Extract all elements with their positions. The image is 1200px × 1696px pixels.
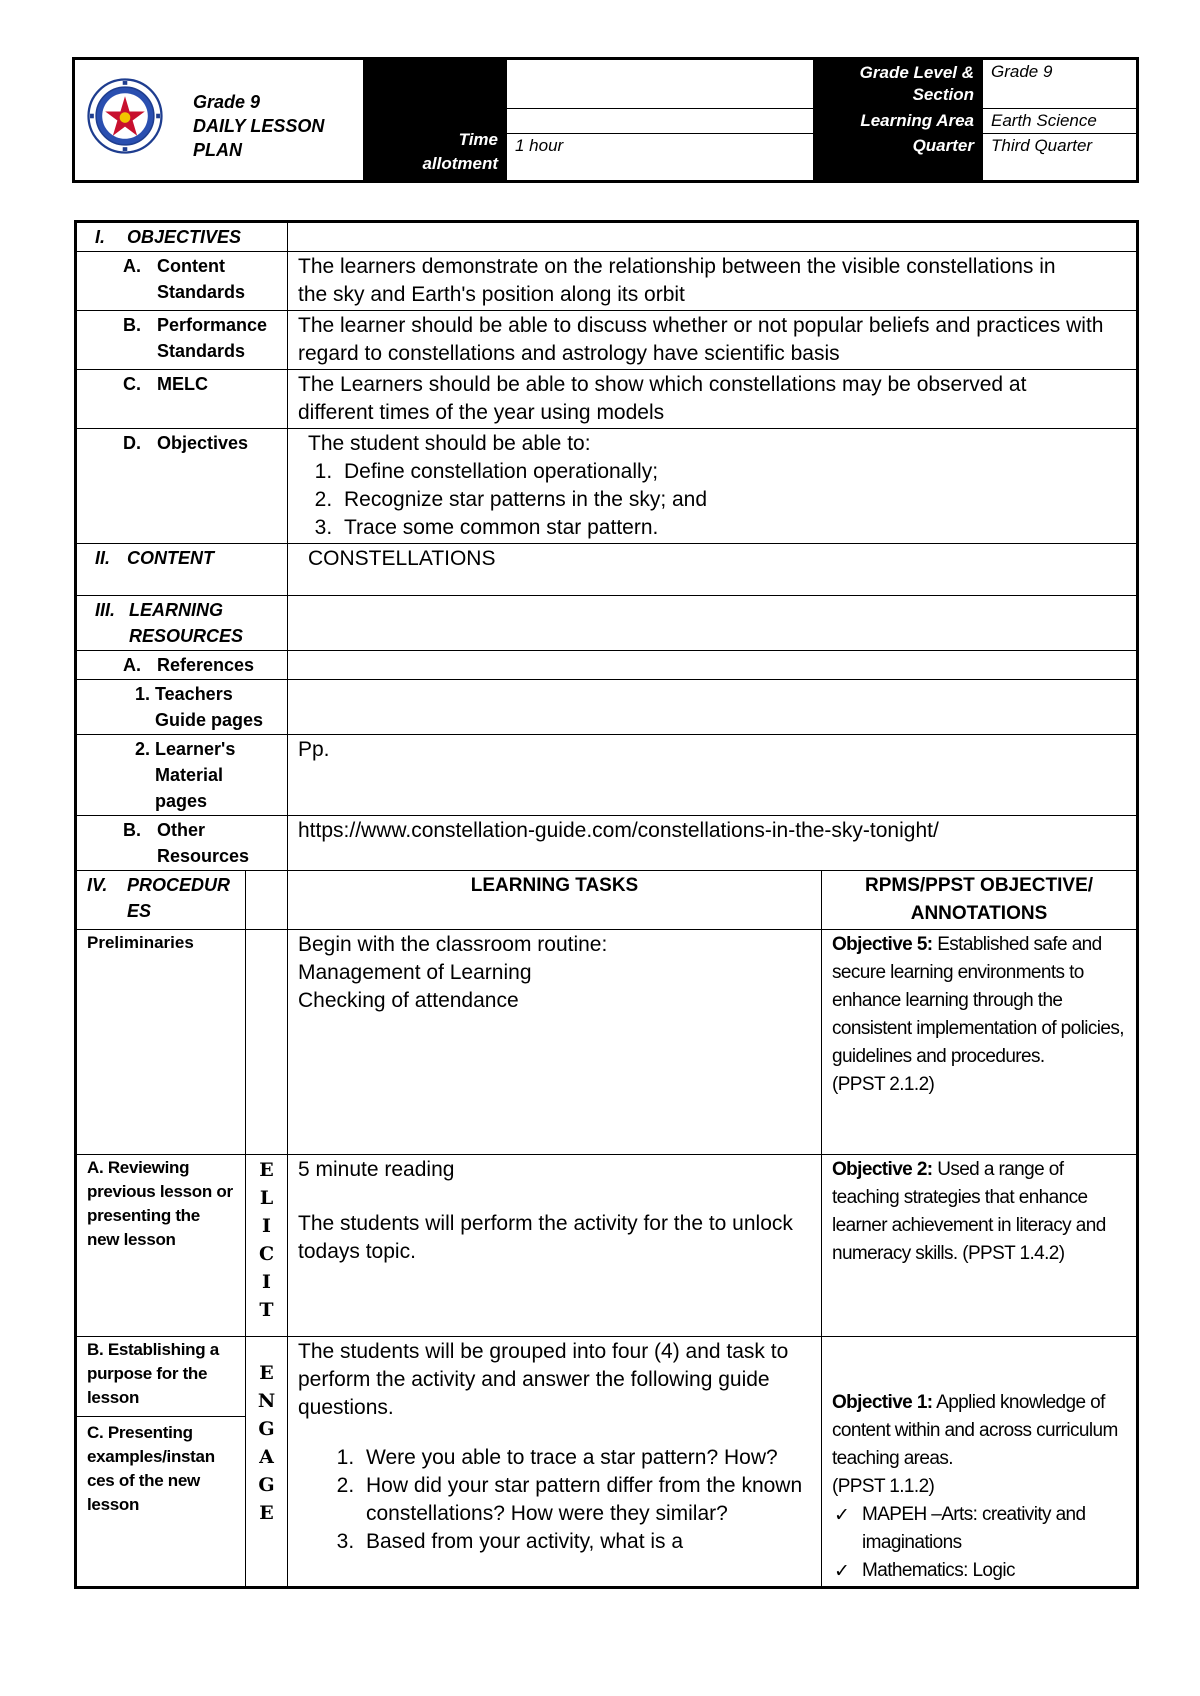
- list-item: 3. Based from your activity, what is a: [360, 1528, 811, 1556]
- content-heading: II. CONTENT: [76, 544, 288, 596]
- procedures-header-row: [76, 871, 1138, 930]
- lesson-plan-header: [72, 57, 1139, 183]
- engage-tasks: The students will be grouped into four (4) and task to perform the activity and answer the following guide questions. 1. Were you able to trace a star pattern? How? 2. How did your star pattern differ from the known constellations? How were they similar? 3. Based from your activity, what is a: [288, 1337, 822, 1588]
- lesson-plan-body: [74, 220, 1139, 1589]
- reviewing-row: [76, 1155, 1138, 1337]
- objectives-heading: I. OBJECTIVES: [76, 222, 288, 252]
- learning-area-value[interactable]: Earth Science: [983, 109, 1138, 134]
- learners-material-label: 2. Learner's Material pages: [76, 735, 288, 816]
- procedures-heading: IV. PROCEDUR ES: [76, 871, 246, 930]
- other-resources-label: B. Other Resources: [76, 816, 288, 871]
- objectives-value: The student should be able to: 1. Define constellation operationally; 2. Recognize star patterns in the sky; and 3. Trace some common star pattern.: [288, 429, 1138, 544]
- melc-row: [76, 370, 1138, 429]
- other-resources-link[interactable]: https://www.constellation-guide.com/constellations-in-the-sky-tonight/: [288, 816, 1138, 871]
- learners-material-value: Pp.: [288, 735, 1138, 816]
- list-item: 3. Trace some common star pattern.: [338, 514, 1126, 542]
- objectives-row: [76, 429, 1138, 544]
- list-item: 2. Recognize star patterns in the sky; and: [338, 486, 1126, 514]
- purpose-label-cell: [76, 1337, 246, 1588]
- preliminaries-annotation: Objective 5: Established safe and secure learning environments to enhance learning through the consistent implementation of policies, guidelines and procedures. (PPST 2.1.2): [822, 930, 1138, 1155]
- other-resources-row: [76, 816, 1138, 871]
- performance-standards-value: The learner should be able to discuss whether or not popular beliefs and practices with regard to constellations and astrology have scientific basis: [288, 311, 1138, 370]
- reviewing-annotation: Objective 2: Used a range of teaching strategies that enhance learner achievement in literacy and numeracy skills. (PPST 1.4.2): [822, 1155, 1138, 1337]
- objectives-heading-row: [76, 222, 1138, 252]
- objectives-list: [308, 458, 1126, 542]
- list-item: 1. Define constellation operationally;: [338, 458, 1126, 486]
- learning-resources-heading-row: [76, 596, 1138, 651]
- quarter-value[interactable]: Third Quarter: [983, 134, 1138, 182]
- list-item: 1. Were you able to trace a star pattern? How?: [360, 1444, 811, 1472]
- time-allotment-label-cell: [364, 59, 507, 182]
- teachers-guide-label: 1. Teachers Guide pages: [76, 680, 288, 735]
- header-logo-cell: [74, 59, 364, 182]
- references-label: A. References: [76, 651, 288, 680]
- list-item: 2. How did your star pattern differ from the known constellations? How were they similar?: [360, 1472, 811, 1528]
- content-standards-label: A. Content Standards: [76, 252, 288, 311]
- lesson-plan-title: Grade 9 DAILY LESSON PLAN: [193, 92, 325, 160]
- quarter-label: Quarter: [814, 134, 983, 182]
- list-item: ✓ Mathematics: Logic: [832, 1557, 1126, 1585]
- content-standards-value: The learners demonstrate on the relationship between the visible constellations in the sky and Earth's position along its orbit: [288, 252, 1138, 311]
- reviewing-label: A. Reviewing previous lesson or presenting the new lesson: [76, 1155, 246, 1337]
- references-row: [76, 651, 1138, 680]
- preliminaries-tasks: Begin with the classroom routine: Management of Learning Checking of attendance: [288, 930, 822, 1155]
- melc-label: C. MELC: [76, 370, 288, 429]
- integration-checklist: [832, 1501, 1126, 1585]
- time-allotment-label: Time allotment: [422, 130, 498, 173]
- melc-value: The Learners should be able to show which constellations may be observed at different times of the year using models: [288, 370, 1138, 429]
- learners-material-row: [76, 735, 1138, 816]
- performance-standards-row: [76, 311, 1138, 370]
- objectives-label: D. Objectives: [76, 429, 288, 544]
- annotations-header: RPMS/PPST OBJECTIVE/ ANNOTATIONS: [822, 871, 1138, 930]
- teachers-guide-row: [76, 680, 1138, 735]
- learning-area-label: Learning Area: [814, 109, 983, 134]
- preliminaries-row: [76, 930, 1138, 1155]
- engage-row: [76, 1337, 1138, 1588]
- list-item: ✓ MAPEH –Arts: creativity and imaginations: [832, 1501, 1126, 1557]
- presenting-label: C. Presenting examples/instan ces of the new lesson: [77, 1416, 245, 1517]
- school-field[interactable]: [507, 59, 814, 109]
- engage-annotation: Objective 1: Applied knowledge of content within and across curriculum teaching areas. (PPST 1.1.2) ✓ MAPEH –Arts: creativity and imaginations ✓ Mathematics: Logic: [822, 1337, 1138, 1588]
- learning-tasks-header: LEARNING TASKS: [288, 871, 822, 930]
- reviewing-tasks: 5 minute reading The students will perform the activity for the to unlock todays topic.: [288, 1155, 822, 1337]
- time-allotment-value[interactable]: 1 hour: [507, 134, 814, 182]
- deped-seal-icon: [87, 78, 163, 154]
- grade-level-label: Grade Level & Section: [814, 59, 983, 109]
- performance-standards-label: B. Performance Standards: [76, 311, 288, 370]
- teachers-guide-value[interactable]: [288, 680, 1138, 735]
- elicit-letters: E L I C I T: [246, 1155, 288, 1337]
- preliminaries-label: Preliminaries: [76, 930, 246, 1155]
- content-standards-row: [76, 252, 1138, 311]
- teacher-field[interactable]: [507, 109, 814, 134]
- guide-questions-list: [298, 1444, 811, 1556]
- engage-letters: E N G A G E: [246, 1337, 288, 1588]
- content-value: CONSTELLATIONS: [288, 544, 1138, 596]
- content-row: [76, 544, 1138, 596]
- purpose-label: B. Establishing a purpose for the lesson: [87, 1340, 219, 1407]
- learning-resources-heading: III. LEARNING RESOURCES: [76, 596, 288, 651]
- grade-level-value[interactable]: Grade 9: [983, 59, 1138, 109]
